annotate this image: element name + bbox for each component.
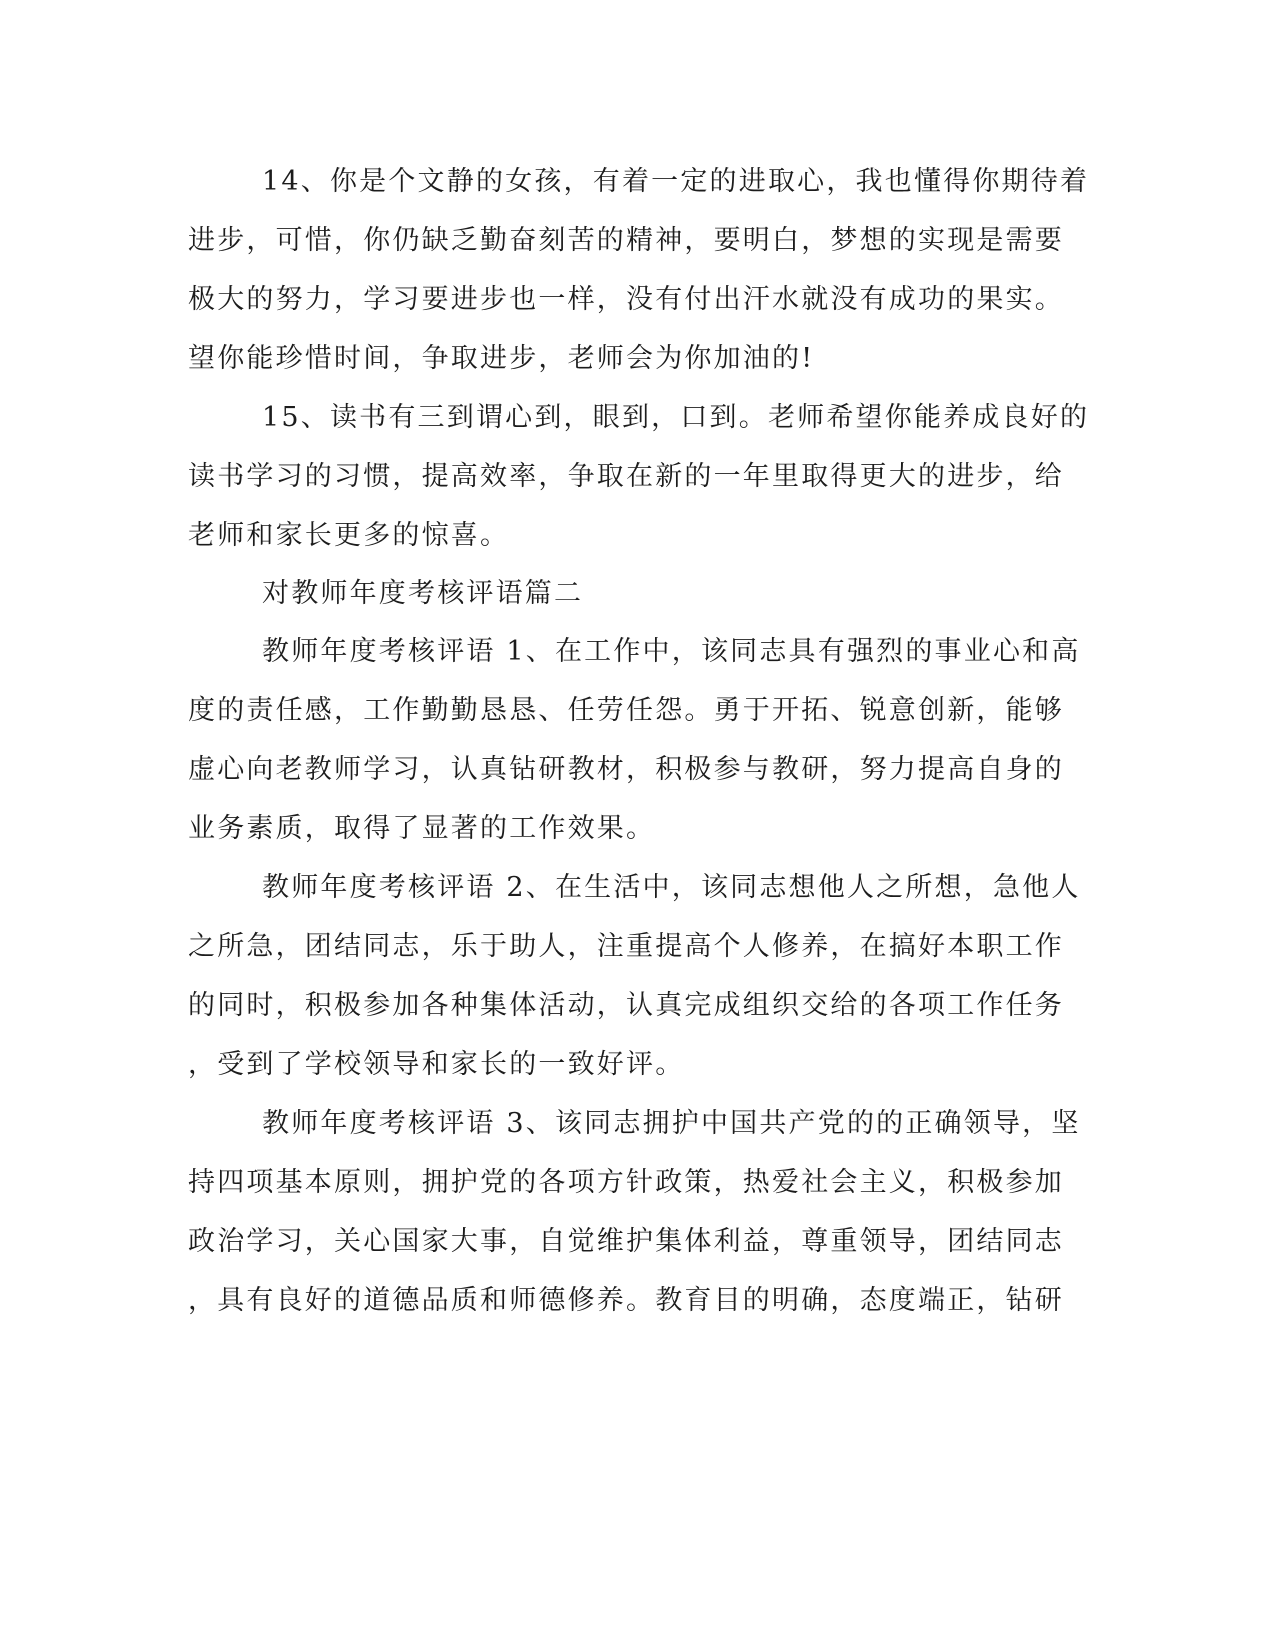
text-line: 15、读书有三到谓心到，眼到，口到。老师希望你能养成良好的	[262, 402, 1090, 433]
text-line: ，受到了学校领导和家长的一致好评。	[188, 1049, 685, 1080]
text-line: 教师年度考核评语 3、该同志拥护中国共产党的的正确领导，坚	[262, 1108, 1081, 1139]
section-heading: 对教师年度考核评语篇二	[262, 578, 584, 609]
text-line: 教师年度考核评语 2、在生活中，该同志想他人之所想，急他人	[262, 872, 1081, 903]
text-line: 业务素质，取得了显著的工作效果。	[188, 813, 656, 844]
text-line: 极大的努力，学习要进步也一样，没有付出汗水就没有成功的果实。	[188, 284, 1064, 315]
text-line: ，具有良好的道德品质和师德修养。教育目的明确，态度端正，钻研	[188, 1285, 1064, 1316]
text-line: 进步，可惜，你仍缺乏勤奋刻苦的精神，要明白，梦想的实现是需要	[188, 225, 1064, 256]
text-line: 政治学习，关心国家大事，自觉维护集体利益，尊重领导，团结同志	[188, 1226, 1064, 1257]
text-line: 度的责任感，工作勤勤恳恳、任劳任怨。勇于开拓、锐意创新，能够	[188, 695, 1064, 726]
text-line: 读书学习的习惯，提高效率，争取在新的一年里取得更大的进步，给	[188, 461, 1064, 492]
text-line: 14、你是个文静的女孩，有着一定的进取心，我也懂得你期待着	[262, 166, 1090, 197]
text-line: 望你能珍惜时间，争取进步，老师会为你加油的!	[188, 343, 815, 374]
text-line: 老师和家长更多的惊喜。	[188, 520, 510, 551]
text-line: 的同时，积极参加各种集体活动，认真完成组织交给的各项工作任务	[188, 990, 1064, 1021]
text-line: 持四项基本原则，拥护党的各项方针政策，热爱社会主义，积极参加	[188, 1167, 1064, 1198]
text-line: 虚心向老教师学习，认真钻研教材，积极参与教研，努力提高自身的	[188, 754, 1064, 785]
text-line: 教师年度考核评语 1、在工作中，该同志具有强烈的事业心和高	[262, 636, 1081, 667]
text-line: 之所急，团结同志，乐于助人，注重提高个人修养，在搞好本职工作	[188, 931, 1064, 962]
